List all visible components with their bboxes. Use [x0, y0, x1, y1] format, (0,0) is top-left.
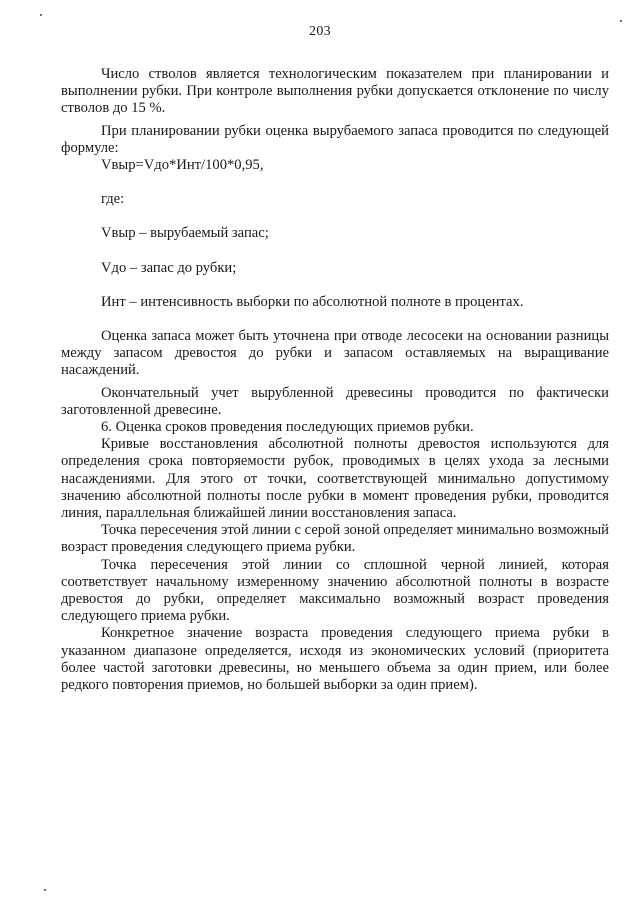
paragraph-economic-conditions: Конкретное значение возраста проведения следующего приема рубки в указанном диапазоне определяется, исходя из экономических условий (приоритета более частой заготовки древесины, но меньшего объема за один прием, или более редкого повторения приемов, но большей выборки за один прием).: [61, 625, 609, 694]
where-label: где:: [101, 191, 125, 208]
paragraph-formula-intro: При планировании рубки оценка вырубаемого запаса проводится по следующей формуле:: [61, 122, 609, 156]
paragraph-recovery-curves: Кривые восстановления абсолютной полноты древостоя используются для определения срока повторяемости рубок, проводимых в целях ухода за лесными насаждениями. Для этого от точки, соответствующей минимально допустимому значению абсолютной полноты после рубки в момент проведения рубки, проводится линия, параллельная ближайшей линии восстановления запаса.: [61, 436, 609, 522]
paragraph-final-accounting: Окончательный учет вырубленной древесины проводится по фактически заготовленной древесине.: [61, 384, 609, 418]
scan-speck: [44, 889, 46, 891]
scan-speck: [620, 20, 622, 22]
definition-int: Инт – интенсивность выборки по абсолютной полноте в процентах.: [101, 293, 524, 310]
formula: Vвыр=Vдо*Инт/100*0,95,: [101, 157, 264, 174]
page-number: 203: [309, 24, 331, 39]
scan-speck: [40, 14, 42, 16]
paragraph-stock-refinement: Оценка запаса может быть уточнена при отводе лесосеки на основании разницы между запасом древостоя до рубки и запасом оставляемых на выращивание насаждений.: [61, 328, 609, 379]
definition-vvyr: Vвыр – вырубаемый запас;: [101, 225, 269, 242]
paragraph-stem-count: Число стволов является технологическим показателем при планировании и выполнении рубки. При контроле выполнения рубки допускается отклонение по числу стволов до 15 %.: [61, 66, 609, 117]
document-body: [61, 66, 609, 694]
paragraph-gray-zone: Точка пересечения этой линии с серой зоной определяет минимально возможный возраст проведения следующего приема рубки.: [61, 522, 609, 556]
definition-vdo: Vдо – запас до рубки;: [101, 259, 237, 276]
section-heading-6: 6. Оценка сроков проведения последующих приемов рубки.: [101, 419, 474, 436]
paragraph-black-line: Точка пересечения этой линии со сплошной черной линией, которая соответствует начальному измеренному значению абсолютной полноты в возрасте древостоя до рубки, определяет максимально возможный возраст проведения следующего приема рубки.: [61, 556, 609, 625]
